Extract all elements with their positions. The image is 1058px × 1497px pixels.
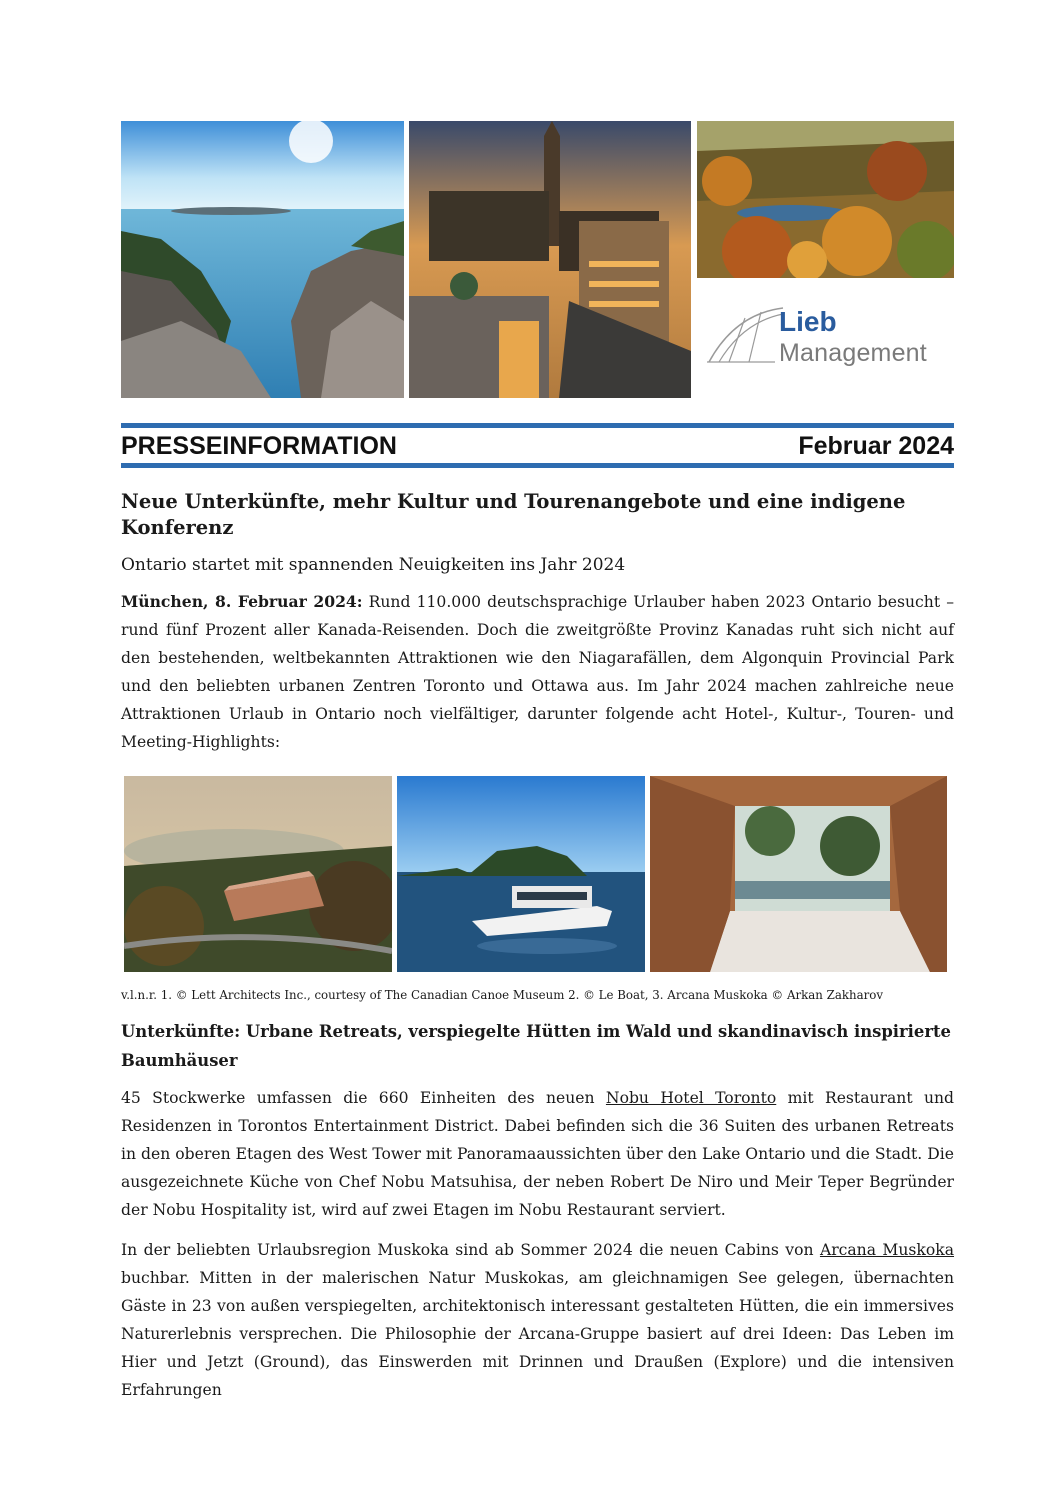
le-boat-photo: [397, 776, 645, 972]
headline: Neue Unterkünfte, mehr Kultur und Tourenangebote und eine indigene Konferenz: [121, 490, 906, 539]
subtitle: Ontario startet mit spannenden Neuigkeiten ins Jahr 2024: [121, 555, 626, 575]
paragraph-arcana-text: In der beliebten Urlaubsregion Muskoka sind ab Sommer 2024 die neuen Cabins von: [121, 1241, 820, 1259]
press-date: Februar 2024: [798, 432, 954, 460]
paragraph-arcana: [121, 1236, 954, 1404]
photo-caption: v.l.n.r. 1. © Lett Architects Inc., courtesy of The Canadian Canoe Museum 2. © Le Boat, 3. Arcana Muskoka © Arkan Zakharov: [121, 988, 884, 1002]
canoe-museum-rendering: [124, 776, 392, 972]
lieb-management-logo: [697, 286, 954, 398]
section-heading: Unterkünfte: Urbane Retreats, verspiegelte Hütten im Wald und skandinavisch inspirierte Baumhäuser: [121, 1022, 951, 1070]
autumn-forest-photo: [697, 121, 954, 278]
logo-word-management: Management: [779, 339, 927, 367]
nobu-hotel-link[interactable]: Nobu Hotel Toronto: [605, 1089, 777, 1107]
paragraph-arcana-text-cont: buchbar. Mitten in der malerischen Natur Muskokas, am gleichnamigen See gelegen, übernachten Gäste in 23 von außen verspiegelten, architektonisch interessant gestalteten Hütten, die ein immersives Naturerlebnis versprechen. Die Philosophie der Arcana-Gruppe basiert auf drei Ideen: Das Leben im Hier und Jetzt (Ground), das Einswerden mit Drinnen und Draußen (Explore) und die intensiven Erfahrungen: [121, 1269, 954, 1399]
lake-cliff-photo: [121, 121, 404, 398]
ottawa-parliament-photo: [409, 121, 691, 398]
intro-text: Rund 110.000 deutschsprachige Urlauber haben 2023 Ontario besucht – rund fünf Prozent aller Kanada-Reisenden. Doch die zweitgrößte Provinz Kanadas ruht sich nicht auf den bestehenden, weltbekannten Attraktionen wie den Niagarafällen, dem Algonquin Provincial Park und den beliebten urbanen Zentren Toronto und Ottawa aus. Im Jahr 2024 machen zahlreiche neue Attraktionen Urlaub in Ontario noch vielfältiger, darunter folgende acht Hotel-, Kultur-, Touren- und Meeting-Highlights:: [121, 593, 954, 751]
logo-word-lieb: Lieb: [779, 306, 837, 337]
paragraph-nobu: [121, 1084, 954, 1224]
press-title: PRESSEINFORMATION: [121, 432, 397, 460]
bottom-rule: [121, 463, 954, 468]
intro-paragraph: [121, 588, 954, 756]
paragraph-nobu-text-cont: mit Restaurant und Residenzen in Torontos Entertainment District. Dabei befinden sich die 36 Suiten des urbanen Retreats in den oberen Etagen des West Tower mit Panoramaaussichten über den Lake Ontario und die Stadt. Die ausgezeichnete Küche von Chef Nobu Matsuhisa, der neben Robert De Niro und Meir Teper Begründer der Nobu Hospitality ist, wird auf zwei Etagen im Nobu Restaurant serviert.: [121, 1089, 955, 1219]
paragraph-nobu-text: 45 Stockwerke umfassen die 660 Einheiten des neuen: [121, 1089, 606, 1107]
arcana-muskoka-link[interactable]: Arcana Muskoka: [819, 1241, 955, 1259]
dateline: München, 8. Februar 2024:: [121, 592, 363, 611]
arcana-cabin-photo: [650, 776, 947, 972]
logo-mark-icon: [705, 304, 785, 366]
top-rule: [121, 423, 954, 428]
